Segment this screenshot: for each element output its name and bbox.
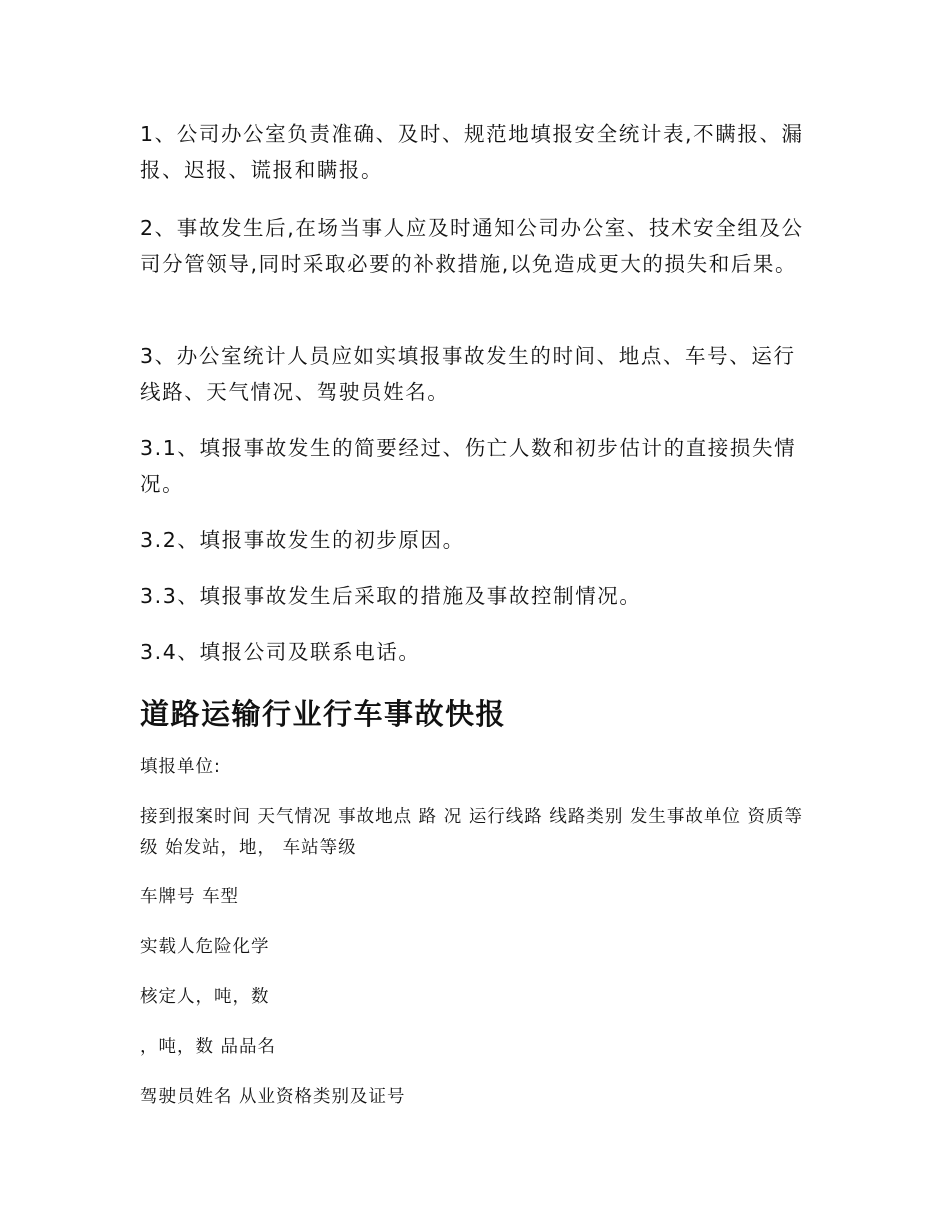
form-line-unit: 填报单位: — [140, 757, 221, 777]
paragraph-3-4: 3.4、填报公司及联系电话。 — [140, 640, 421, 664]
paragraph-1: 1、公司办公室负责准确、及时、规范地填报安全统计表,不瞒报、漏报、迟报、谎报和瞒报。 — [140, 122, 804, 182]
paragraph-3-1: 3.1、填报事故发生的简要经过、伤亡人数和初步估计的直接损失情况。 — [140, 436, 797, 496]
form-line-fields: 接到报案时间 天气情况 事故地点 路 况 运行线路 线路类别 发生事故单位 资质等级 始发站，地， 车站等级 — [140, 807, 803, 858]
form-line-load: 实载人危险化学 — [140, 937, 270, 957]
section-title: 道路运输行业行车事故快报 — [140, 697, 507, 731]
paragraph-3-3: 3.3、填报事故发生后采取的措施及事故控制情况。 — [140, 584, 642, 608]
form-line-rated: 核定人，吨，数 — [140, 987, 270, 1007]
paragraph-2: 2、事故发生后,在场当事人应及时通知公司办公室、技术安全组及公司分管领导,同时采取必要的补救措施,以免造成更大的损失和后果。 — [140, 216, 804, 276]
paragraph-3: 3、办公室统计人员应如实填报事故发生的时间、地点、车号、运行线路、天气情况、驾驶员姓名。 — [140, 344, 796, 404]
form-line-vehicle: 车牌号 车型 — [140, 887, 240, 907]
paragraph-3-2: 3.2、填报事故发生的初步原因。 — [140, 528, 465, 552]
form-line-driver: 驾驶员姓名 从业资格类别及证号 — [140, 1087, 406, 1107]
form-line-goods: ，吨，数 品品名 — [140, 1037, 277, 1057]
